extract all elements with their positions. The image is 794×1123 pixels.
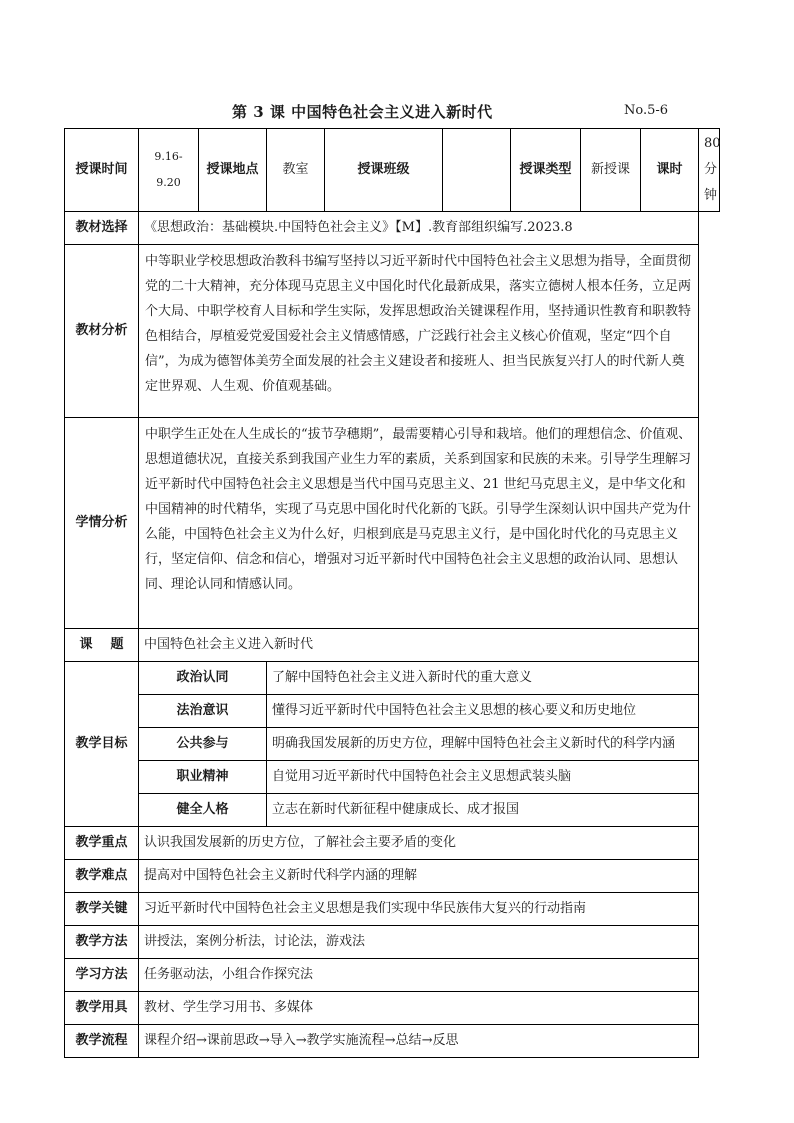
- goal-value: 了解中国特色社会主义进入新时代的重大意义: [267, 662, 699, 695]
- row-value: 教材、学生学习用书、多媒体: [139, 992, 699, 1025]
- topic-label: 课 题: [65, 629, 139, 662]
- row-value: 提高对中国特色社会主义新时代科学内涵的理解: [139, 860, 699, 893]
- goal-name: 法治意识: [139, 695, 267, 728]
- goal-name: 公共参与: [139, 728, 267, 761]
- analysis-value: 中等职业学校思想政治教科书编写坚持以习近平新时代中国特色社会主义思想为指导，全面贯彻党的二十大精神，充分体现马克思主义中国化时代化最新成果，落实立德树人根本任务，立足两个大局、中职学校育人目标和学生实际，发挥思想政治关键课程作用，坚持通识性教育和职教特色相结合，厚植爱党爱国爱社会主义情感情感，广泛践行社会主义核心价值观，坚定“四个自信”，为成为德智体美劳全面发展的社会主义建设者和接班人、担当民族复兴打人的时代新人奠定世界观、人生观、价值观基础。: [139, 245, 699, 418]
- table-row: [65, 1025, 720, 1058]
- info-row: [65, 129, 720, 212]
- class-label: 授课班级: [325, 129, 443, 212]
- material-value: 《思想政治：基础模块.中国特色社会主义》【M】.教育部组织编写.2023.8: [139, 212, 699, 245]
- row-value: 讲授法，案例分析法，讨论法，游戏法: [139, 926, 699, 959]
- students-value: 中职学生正处在人生成长的“拔节孕穗期”，最需要精心引导和栽培。他们的理想信念、价值观、思想道德状况，直接关系到我国产业生力军的素质，关系到国家和民族的未来。引导学生理解习近平新时代中国特色社会主义思想是当代中国马克思主义、21 世纪马克思主义，是中华文化和中国精神的时代精华，实现了马克思中国化时代化新的飞跃。引导学生深刻认识中国共产党为什么能，中国特色社会主义为什么好，归根到底是马克思主义行，是中国化时代化的马克思主义行，坚定信仰、信念和信心，增强对习近平新时代中国特色社会主义思想的政治认同、思想认同、理论认同和情感认同。: [139, 418, 699, 629]
- goal-name: 健全人格: [139, 794, 267, 827]
- place-label: 授课地点: [199, 129, 267, 212]
- hours-label: 课时: [641, 129, 699, 212]
- lesson-plan-table: [64, 128, 720, 1058]
- row-value: 习近平新时代中国特色社会主义思想是我们实现中华民族伟大复兴的行动指南: [139, 893, 699, 926]
- students-row: [65, 418, 720, 629]
- goal-row: [65, 728, 720, 761]
- row-label: 教学流程: [65, 1025, 139, 1058]
- row-label: 教学方法: [65, 926, 139, 959]
- row-value: 认识我国发展新的历史方位，了解社会主要矛盾的变化: [139, 827, 699, 860]
- type-value: 新授课: [581, 129, 641, 212]
- table-row: [65, 959, 720, 992]
- goal-value: 立志在新时代新征程中健康成长、成才报国: [267, 794, 699, 827]
- goal-row: [65, 761, 720, 794]
- row-label: 学习方法: [65, 959, 139, 992]
- goal-value: 明确我国发展新的历史方位，理解中国特色社会主义新时代的科学内涵: [267, 728, 699, 761]
- time-label: 授课时间: [65, 129, 139, 212]
- title-row: [64, 99, 720, 125]
- lesson-code: No.5-6: [624, 103, 669, 118]
- goal-row: [65, 695, 720, 728]
- topic-value: 中国特色社会主义进入新时代: [139, 629, 699, 662]
- row-value: 课程介绍→课前思政→导入→教学实施流程→总结→反思: [139, 1025, 699, 1058]
- type-label: 授课类型: [511, 129, 581, 212]
- material-row: [65, 212, 720, 245]
- place-value: 教室: [267, 129, 325, 212]
- goal-row: [65, 794, 720, 827]
- table-row: [65, 926, 720, 959]
- goals-label: 教学目标: [65, 662, 139, 827]
- material-label: 教材选择: [65, 212, 139, 245]
- row-label: 教学用具: [65, 992, 139, 1025]
- goal-value: 懂得习近平新时代中国特色社会主义思想的核心要义和历史地位: [267, 695, 699, 728]
- topic-row: [65, 629, 720, 662]
- goal-name: 职业精神: [139, 761, 267, 794]
- time-value: 9.16-9.20: [139, 129, 199, 212]
- table-row: [65, 860, 720, 893]
- page-title: 第 3 课 中国特色社会主义进入新时代: [232, 103, 493, 121]
- goal-name: 政治认同: [139, 662, 267, 695]
- row-label: 教学难点: [65, 860, 139, 893]
- students-label: 学情分析: [65, 418, 139, 629]
- analysis-label: 教材分析: [65, 245, 139, 418]
- goal-row: [65, 662, 720, 695]
- row-label: 教学关键: [65, 893, 139, 926]
- analysis-row: [65, 245, 720, 418]
- table-row: [65, 992, 720, 1025]
- class-value: [443, 129, 511, 212]
- row-value: 任务驱动法，小组合作探究法: [139, 959, 699, 992]
- hours-value: 80 分钟: [699, 129, 720, 212]
- table-row: [65, 893, 720, 926]
- table-row: [65, 827, 720, 860]
- row-label: 教学重点: [65, 827, 139, 860]
- goal-value: 自觉用习近平新时代中国特色社会主义思想武装头脑: [267, 761, 699, 794]
